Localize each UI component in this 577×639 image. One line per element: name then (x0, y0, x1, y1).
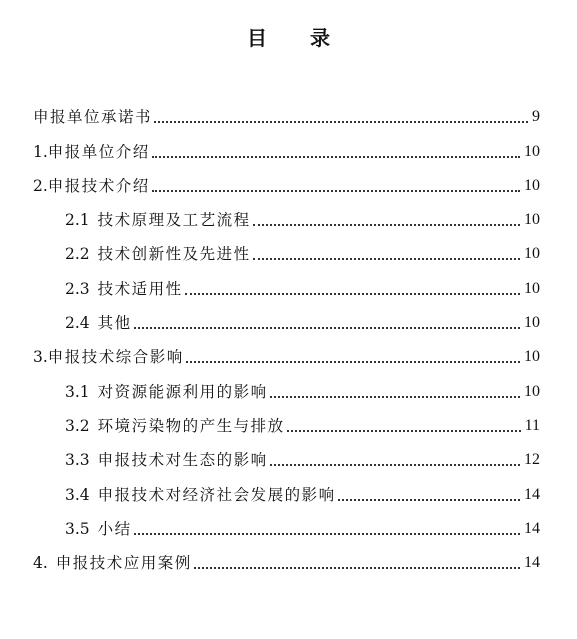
toc-entry-label: 环境污染物的产生与排放 (97, 416, 285, 435)
toc-entry-label: 申报技术应用案例 (55, 554, 192, 573)
dot-leader (152, 190, 520, 192)
toc-entry-page: 14 (524, 485, 540, 503)
dot-leader (152, 156, 520, 158)
toc-entry-page: 12 (524, 451, 540, 469)
toc-entry[interactable] (33, 299, 540, 333)
toc-entry-label: 小结 (97, 519, 132, 538)
toc-entry-label: 其他 (97, 314, 132, 333)
toc-entry-page: 10 (524, 382, 540, 400)
toc-entry-label: 申报单位介绍 (47, 142, 150, 161)
toc-entry-label: 申报单位承诺书 (33, 108, 153, 127)
toc-entry-number: 2.4 (65, 314, 90, 333)
toc-entry-label: 技术原理及工艺流程 (97, 211, 251, 230)
toc-entry-number: 3. (33, 348, 48, 367)
dot-leader (186, 361, 520, 363)
toc-entry-number: 3.2 (65, 416, 90, 435)
toc-entry-page: 14 (524, 519, 540, 537)
toc-entry[interactable] (33, 230, 540, 264)
toc-entry[interactable] (33, 162, 540, 196)
toc-entry-number: 2. (33, 176, 48, 195)
toc-entry-label: 申报技术综合影响 (47, 348, 184, 367)
toc-entry-label: 对资源能源利用的影响 (97, 382, 268, 401)
dot-leader (154, 121, 528, 123)
toc-entry[interactable] (33, 196, 540, 230)
toc-entry-label: 技术创新性及先进性 (97, 245, 251, 264)
toc-entry-number: 3.5 (65, 519, 90, 538)
toc-entry-number: 2.2 (65, 245, 90, 264)
toc-entry[interactable] (33, 402, 540, 436)
toc-entry-number: 3.3 (65, 451, 90, 470)
toc-entry-number: 3.4 (65, 485, 90, 504)
toc-entry-label: 申报技术对经济社会发展的影响 (97, 485, 336, 504)
dot-leader (287, 430, 521, 432)
dot-leader (185, 293, 520, 295)
toc-entry[interactable] (33, 264, 540, 298)
toc-entry[interactable] (33, 470, 540, 504)
toc-entry[interactable] (33, 436, 540, 470)
toc-entry[interactable] (33, 93, 540, 127)
dot-leader (270, 464, 520, 466)
toc-entry-page: 14 (524, 554, 540, 572)
dot-leader (338, 499, 520, 501)
dot-leader (134, 327, 520, 329)
toc-entry-number: 1. (33, 142, 48, 161)
toc-entry-page: 9 (532, 108, 540, 126)
toc-entry[interactable] (33, 505, 540, 539)
toc-entry[interactable] (33, 333, 540, 367)
page-title: 目 录 (247, 26, 348, 50)
toc-entry-page: 10 (524, 211, 540, 229)
toc-entry[interactable] (33, 539, 540, 573)
dot-leader (194, 567, 520, 569)
toc-entry-page: 10 (524, 279, 540, 297)
toc-entry-page: 10 (524, 245, 540, 263)
toc-entry[interactable] (33, 367, 540, 401)
toc-entry-number: 4. (33, 554, 48, 573)
toc-entry-number: 2.1 (65, 211, 90, 230)
toc-entry-number: 2.3 (65, 279, 90, 298)
toc-entry-label: 申报技术介绍 (47, 176, 150, 195)
table-of-contents (33, 93, 540, 573)
toc-entry-page: 10 (524, 142, 540, 160)
toc-entry-label: 申报技术对生态的影响 (97, 451, 268, 470)
dot-leader (270, 396, 520, 398)
toc-entry-label: 技术适用性 (97, 279, 183, 298)
toc-entry-page: 10 (524, 314, 540, 332)
toc-entry[interactable] (33, 127, 540, 161)
dot-leader (134, 533, 520, 535)
toc-entry-page: 11 (524, 416, 540, 434)
toc-entry-page: 10 (524, 348, 540, 366)
toc-entry-page: 10 (524, 176, 540, 194)
dot-leader (253, 224, 520, 226)
dot-leader (253, 258, 520, 260)
toc-entry-number: 3.1 (65, 382, 90, 401)
